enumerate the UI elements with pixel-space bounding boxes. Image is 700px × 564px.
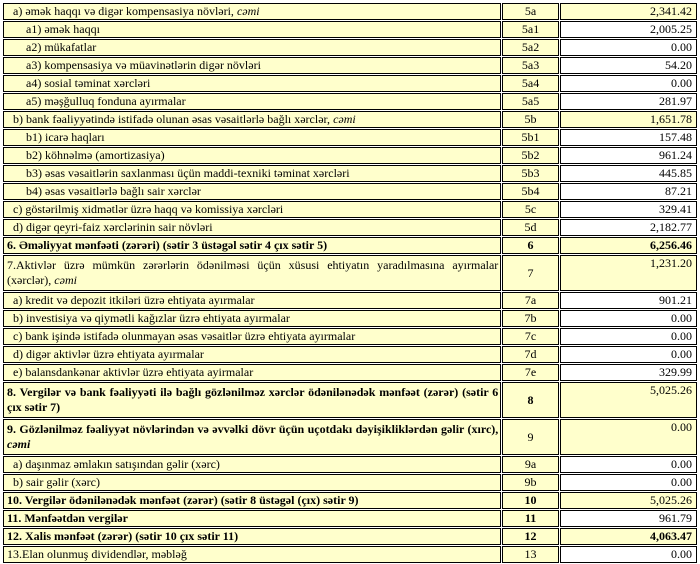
- row-code-cell: 5b: [502, 111, 558, 128]
- row-code-cell: 6: [502, 237, 558, 254]
- table-row: [3, 57, 697, 74]
- row-code-cell: 11: [502, 510, 558, 527]
- table-row: [3, 129, 697, 146]
- row-code-cell: 7c: [502, 328, 558, 345]
- row-code-cell: 5a2: [502, 39, 558, 56]
- table-row: [3, 510, 697, 527]
- table-row: [3, 492, 697, 509]
- table-row: [3, 21, 697, 38]
- row-label-text: e) balansdankənar aktivlər üzrə ehtiyata ayirmalar: [13, 365, 254, 379]
- row-code-cell: 7a: [502, 292, 558, 309]
- row-label-text: 7.Aktivlər üzrə mümkün zərərlərin ödənilməsi üçün xüsusi ehtiyatın yaradılmasına ayırmalar (xərclər),: [7, 258, 499, 287]
- row-code-cell: 5a: [502, 3, 558, 20]
- row-label-cell: [3, 292, 501, 309]
- table-row: [3, 111, 697, 128]
- row-label-text: 6. Əməliyyat mənfəəti (zərəri) (sətir 3 üstəgəl sətir 4 çıx sətir 5): [7, 238, 328, 252]
- table-row: [3, 201, 697, 218]
- row-label-text: a) əmək haqqı və digər kompensasiya növləri,: [13, 4, 237, 18]
- row-value-cell: 901.21: [560, 292, 697, 309]
- row-value-cell: 445.85: [560, 165, 697, 182]
- row-value-cell: 0.00: [560, 419, 697, 455]
- row-code-cell: 9b: [502, 474, 558, 491]
- table-row: [3, 219, 697, 236]
- row-label-cell: [3, 546, 501, 563]
- row-value-cell: 961.79: [560, 510, 697, 527]
- row-label-cell: [3, 75, 501, 92]
- row-label-cell: [3, 93, 501, 110]
- row-label-cell: [3, 346, 501, 363]
- row-label-text: b1) icarə haqları: [26, 130, 105, 144]
- row-value-cell: 5,025.26: [560, 382, 697, 418]
- row-label-cell: [3, 474, 501, 491]
- row-label-cell: [3, 3, 501, 20]
- row-code-cell: 5b2: [502, 147, 558, 164]
- row-label-text: b) investisiya və qiymətli kağızlar üzrə ehtiyata ayırmalar: [13, 311, 290, 325]
- row-label-cell: [3, 419, 501, 455]
- row-label-text: 13.Elan olunmuş dividendlər, məbləğ: [7, 547, 187, 561]
- row-value-cell: 2,182.77: [560, 219, 697, 236]
- row-value-cell: 1,231.20: [560, 255, 697, 291]
- report-page: [0, 2, 700, 564]
- row-label-text: b3) əsas vəsaitlərin saxlanması üçün maddi-texniki təminat xərcləri: [26, 166, 350, 180]
- row-value-cell: 1,651.78: [560, 111, 697, 128]
- row-label-cell: [3, 111, 501, 128]
- table-row: [3, 346, 697, 363]
- table-row: [3, 147, 697, 164]
- row-value-cell: 329.41: [560, 201, 697, 218]
- row-code-cell: 5b3: [502, 165, 558, 182]
- table-row: [3, 382, 697, 418]
- row-label-text: c) bank işində istifadə olunmayan əsas vəsaitlər üzrə ehtiyata ayırmalar: [13, 329, 356, 343]
- table-row: [3, 474, 697, 491]
- row-label-cell: [3, 219, 501, 236]
- row-value-cell: 0.00: [560, 456, 697, 473]
- row-code-cell: 9: [502, 419, 558, 455]
- row-label-italic-text: cəmi: [54, 273, 77, 287]
- row-label-text: 12. Xalis mənfəət (zərər) (sətir 10 çıx sətir 11): [7, 529, 239, 543]
- table-row: [3, 528, 697, 545]
- row-label-cell: [3, 364, 501, 381]
- row-label-text: 8. Vergilər və bank fəaliyyəti ilə bağlı gözlənilməz xərclər ödənilənədək mənfəət (zərər) (sətir 6 çıx sətir 7): [7, 385, 499, 414]
- table-row: [3, 364, 697, 381]
- row-value-cell: 5,025.26: [560, 492, 697, 509]
- row-label-cell: [3, 21, 501, 38]
- row-label-cell: [3, 201, 501, 218]
- table-row: [3, 310, 697, 327]
- row-label-text: a) daşınmaz əmlakın satışından gəlir (xərc): [13, 457, 220, 471]
- row-label-cell: [3, 382, 501, 418]
- table-row: [3, 328, 697, 345]
- row-label-cell: [3, 492, 501, 509]
- table-row: [3, 237, 697, 254]
- row-value-cell: 0.00: [560, 310, 697, 327]
- row-value-cell: 2,005.25: [560, 21, 697, 38]
- row-value-cell: 0.00: [560, 39, 697, 56]
- row-label-italic-text: cəmi: [7, 437, 31, 451]
- row-code-cell: 5a1: [502, 21, 558, 38]
- row-value-cell: 2,341.42: [560, 3, 697, 20]
- table-row: [3, 419, 697, 455]
- row-label-cell: [3, 255, 501, 291]
- row-label-cell: [3, 328, 501, 345]
- table-row: [3, 39, 697, 56]
- row-label-cell: [3, 237, 501, 254]
- row-code-cell: 7d: [502, 346, 558, 363]
- row-label-cell: [3, 310, 501, 327]
- row-label-cell: [3, 510, 501, 527]
- row-value-cell: 0.00: [560, 546, 697, 563]
- row-code-cell: 10: [502, 492, 558, 509]
- row-value-cell: 0.00: [560, 346, 697, 363]
- row-label-text: d) digər aktivlər üzrə ehtiyata ayırmalar: [13, 347, 204, 361]
- row-label-italic-text: cəmi: [236, 4, 260, 18]
- row-code-cell: 7e: [502, 364, 558, 381]
- row-label-text: b2) köhnəlmə (amortizasiya): [26, 148, 165, 162]
- table-body: [3, 3, 697, 563]
- row-value-cell: 157.48: [560, 129, 697, 146]
- row-value-cell: 87.21: [560, 183, 697, 200]
- row-label-text: b4) əsas vəsaitlərlə bağlı sair xərclər: [26, 184, 201, 198]
- row-label-italic-text: cəmi: [333, 112, 356, 126]
- row-value-cell: 0.00: [560, 75, 697, 92]
- table-row: [3, 75, 697, 92]
- row-label-text: a1) əmək haqqı: [26, 22, 100, 36]
- table-row: [3, 183, 697, 200]
- row-label-text: 10. Vergilər ödənilənədək mənfəət (zərər) (sətir 8 üstəgəl (çıx) sətir 9): [7, 493, 359, 507]
- row-code-cell: 7b: [502, 310, 558, 327]
- row-label-text: d) digər qeyri-faiz xərclərinin sair növləri: [13, 220, 213, 234]
- row-code-cell: 7: [502, 255, 558, 291]
- row-label-cell: [3, 39, 501, 56]
- row-label-text: 11. Mənfəətdən vergilər: [7, 511, 128, 525]
- table-row: [3, 3, 697, 20]
- row-label-text: a4) sosial təminat xərcləri: [26, 76, 151, 90]
- row-value-cell: 6,256.46: [560, 237, 697, 254]
- row-label-cell: [3, 129, 501, 146]
- row-code-cell: 5a5: [502, 93, 558, 110]
- row-value-cell: 329.99: [560, 364, 697, 381]
- row-code-cell: 5b1: [502, 129, 558, 146]
- row-value-cell: 54.20: [560, 57, 697, 74]
- row-label-cell: [3, 528, 501, 545]
- table-row: [3, 456, 697, 473]
- row-value-cell: 0.00: [560, 328, 697, 345]
- financial-report-table: [2, 2, 698, 564]
- table-row: [3, 165, 697, 182]
- row-label-cell: [3, 165, 501, 182]
- row-code-cell: 8: [502, 382, 558, 418]
- row-label-text: a) kredit və depozit itkiləri üzrə ehtiyata ayırmalar: [13, 293, 255, 307]
- table-row: [3, 546, 697, 563]
- table-row: [3, 292, 697, 309]
- row-label-text: b) sair gəlir (xərc): [13, 475, 100, 489]
- row-label-text: 9. Gözlənilməz fəaliyyət növlərindən və əvvəlki dövr üçün uçotdakı dəyişikliklərdən gəlir (xırc),: [7, 422, 499, 436]
- row-value-cell: 961.24: [560, 147, 697, 164]
- row-label-cell: [3, 57, 501, 74]
- row-code-cell: 5a4: [502, 75, 558, 92]
- row-value-cell: 281.97: [560, 93, 697, 110]
- row-value-cell: 4,063.47: [560, 528, 697, 545]
- row-label-text: c) göstərilmiş xidmətlər üzrə haqq və komissiya xərcləri: [13, 202, 284, 216]
- row-code-cell: 9a: [502, 456, 558, 473]
- row-code-cell: 5a3: [502, 57, 558, 74]
- row-code-cell: 12: [502, 528, 558, 545]
- row-label-text: b) bank fəaliyyətində istifadə olunan əsas vəsaitlərlə bağlı xərclər,: [13, 112, 334, 126]
- table-row: [3, 93, 697, 110]
- row-label-text: a2) mükafatlar: [26, 40, 97, 54]
- row-code-cell: 5c: [502, 201, 558, 218]
- row-value-cell: 0.00: [560, 474, 697, 491]
- table-row: [3, 255, 697, 291]
- row-code-cell: 5d: [502, 219, 558, 236]
- row-label-cell: [3, 183, 501, 200]
- row-label-cell: [3, 147, 501, 164]
- row-code-cell: 13: [502, 546, 558, 563]
- row-label-text: a5) məşğulluq fonduna ayırmalar: [26, 94, 186, 108]
- row-label-text: a3) kompensasiya və müavinətlərin digər növləri: [26, 58, 261, 72]
- row-label-cell: [3, 456, 501, 473]
- row-code-cell: 5b4: [502, 183, 558, 200]
